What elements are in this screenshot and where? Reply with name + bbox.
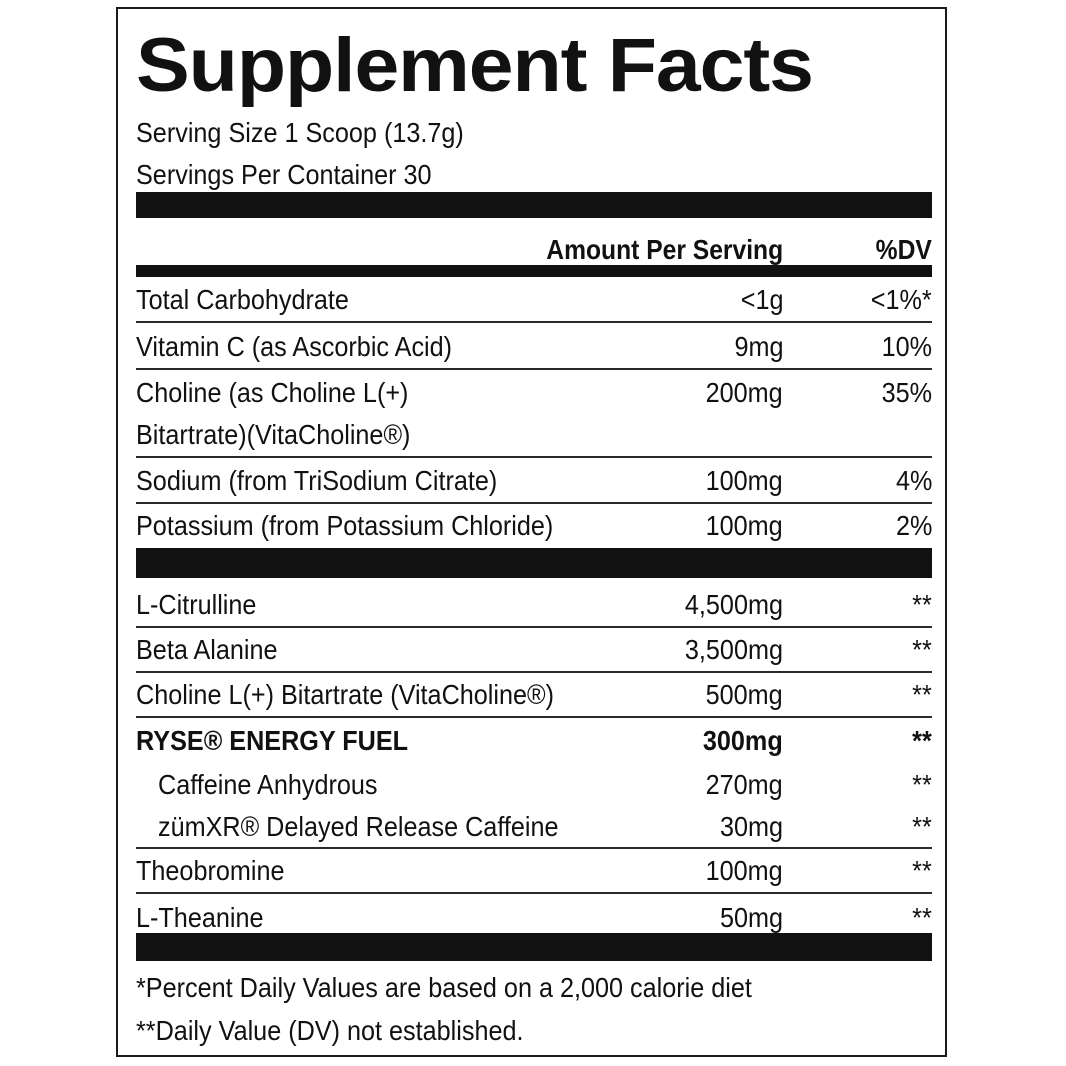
ingredient-name: Caffeine Anhydrous — [158, 769, 378, 800]
nutrient-name: Vitamin C (as Ascorbic Acid) — [136, 331, 453, 362]
nutrient-name: Total Carbohydrate — [136, 284, 349, 315]
ingredient-name: L-Citrulline — [136, 589, 257, 620]
nutrient-name: Potassium (from Potassium Chloride) — [136, 510, 554, 541]
nutrient-amount: <1g — [740, 284, 783, 315]
row-divider — [136, 671, 932, 673]
header-amount-per-serving: Amount Per Serving — [546, 234, 783, 265]
nutrient-amount: 9mg — [733, 331, 783, 362]
ingredient-name: L-Theanine — [136, 902, 264, 933]
servings-per-container: Servings Per Container 30 — [136, 159, 432, 190]
ingredient-amount: 270mg — [705, 769, 783, 800]
nutrient-dv: 35% — [881, 377, 932, 408]
row-divider — [136, 321, 932, 323]
ingredient-name: Beta Alanine — [136, 634, 278, 665]
ingredient-amount: 4,500mg — [684, 589, 783, 620]
ingredient-amount: 30mg — [719, 811, 783, 842]
blend-name: RYSE® ENERGY FUEL — [136, 725, 409, 756]
ingredient-dv: ** — [912, 855, 932, 886]
blend-dv: ** — [912, 725, 932, 756]
ingredient-dv: ** — [912, 634, 932, 665]
footnote-percent-dv: *Percent Daily Values are based on a 2,000 calorie diet — [136, 972, 752, 1003]
header-daily-value: %DV — [875, 234, 932, 265]
serving-size: Serving Size 1 Scoop (13.7g) — [136, 117, 464, 148]
ingredient-name: Choline L(+) Bitartrate (VitaCholine®) — [136, 679, 554, 710]
thick-divider-middle — [136, 548, 932, 578]
ingredient-name: zümXR® Delayed Release Caffeine — [158, 811, 559, 842]
medium-divider — [136, 265, 932, 277]
thick-divider-bottom — [136, 933, 932, 961]
ingredient-amount: 50mg — [719, 902, 783, 933]
nutrient-dv: 2% — [895, 510, 932, 541]
nutrient-amount: 100mg — [705, 510, 783, 541]
supplement-facts-panel — [116, 7, 947, 1057]
thick-divider-top — [136, 192, 932, 218]
row-divider — [136, 892, 932, 894]
row-divider — [136, 456, 932, 458]
nutrient-name: Choline (as Choline L(+) — [136, 377, 409, 408]
nutrient-name: Sodium (from TriSodium Citrate) — [136, 465, 498, 496]
row-divider — [136, 847, 932, 849]
footnote-dv-not-established: **Daily Value (DV) not established. — [136, 1015, 524, 1046]
ingredient-name: Theobromine — [136, 855, 285, 886]
nutrient-amount: 200mg — [705, 377, 783, 408]
blend-amount: 300mg — [703, 725, 783, 756]
row-divider — [136, 368, 932, 370]
ingredient-dv: ** — [912, 679, 932, 710]
row-divider — [136, 626, 932, 628]
ingredient-dv: ** — [912, 769, 932, 800]
nutrient-dv: 10% — [881, 331, 932, 362]
nutrient-dv: 4% — [895, 465, 932, 496]
ingredient-amount: 3,500mg — [684, 634, 783, 665]
nutrient-dv: <1%* — [871, 284, 932, 315]
row-divider — [136, 502, 932, 504]
nutrient-name-line2: Bitartrate)(VitaCholine®) — [136, 419, 411, 450]
label-title: Supplement Facts — [136, 23, 813, 108]
ingredient-amount: 100mg — [705, 855, 783, 886]
ingredient-dv: ** — [912, 811, 932, 842]
nutrient-amount: 100mg — [705, 465, 783, 496]
row-divider — [136, 716, 932, 718]
ingredient-amount: 500mg — [705, 679, 783, 710]
ingredient-dv: ** — [912, 902, 932, 933]
ingredient-dv: ** — [912, 589, 932, 620]
